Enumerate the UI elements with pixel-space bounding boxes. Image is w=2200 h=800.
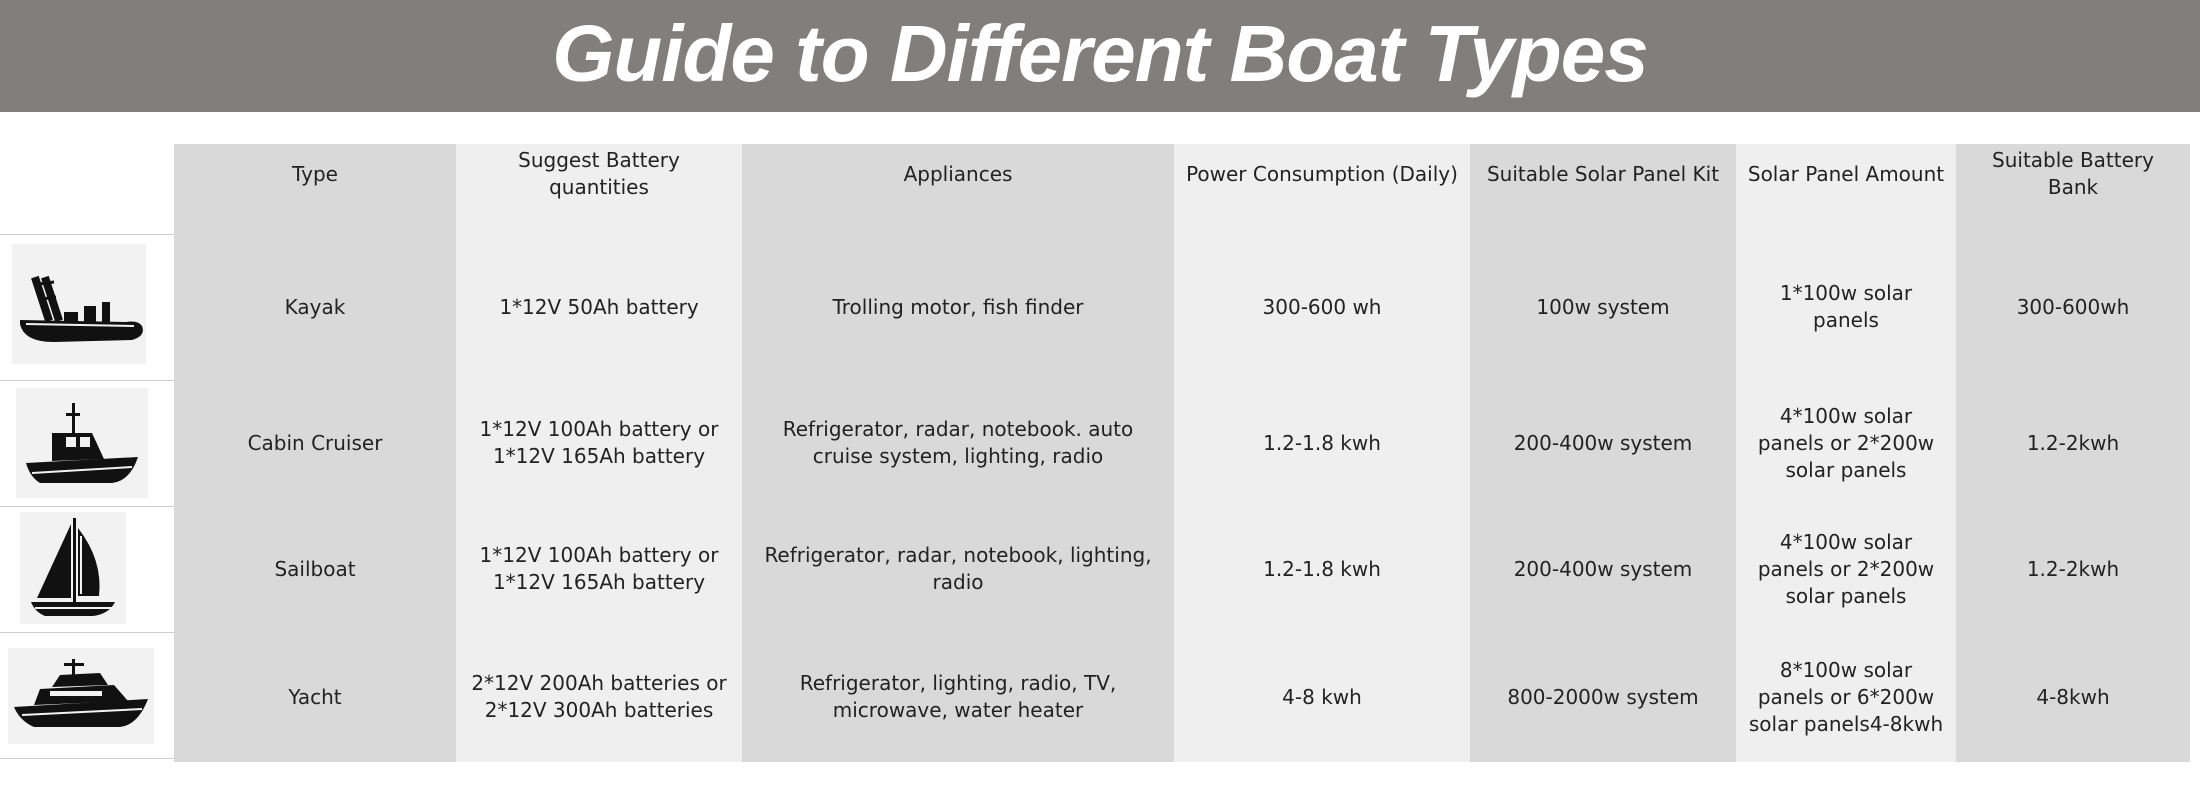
row-divider xyxy=(0,380,174,381)
cell-power: 300-600 wh xyxy=(1262,294,1382,319)
cell-panel-amount: 1*100w solar panels xyxy=(1779,281,1913,332)
cell-battery-bank: 1.2-2kwh xyxy=(2026,430,2120,455)
cell-panel-amount: 4*100w solar panels or 2*200w solar panels xyxy=(1757,403,1935,482)
cell-appliances: Refrigerator, lighting, radio, TV, microwave, water heater xyxy=(799,671,1117,722)
yacht-icon xyxy=(8,648,154,744)
cell-panel-amount: 8*100w solar panels or 6*200w solar panels4-8kwh xyxy=(1748,657,1944,736)
cell-kit: 800-2000w system xyxy=(1507,684,1699,709)
cell-battery: 1*12V 100Ah battery or 1*12V 165Ah battery xyxy=(479,543,719,594)
row-divider xyxy=(0,632,174,633)
page-title: Guide to Different Boat Types xyxy=(552,9,1648,98)
cell-battery: 1*12V 50Ah battery xyxy=(499,294,699,319)
row-divider xyxy=(0,758,174,759)
cell-kit: 200-400w system xyxy=(1513,430,1693,455)
header-panel-amount: Solar Panel Amount xyxy=(1747,161,1945,186)
row-divider xyxy=(0,506,174,507)
cabin-cruiser-icon xyxy=(16,388,148,498)
cell-type: Sailboat xyxy=(274,556,356,581)
cell-type: Yacht xyxy=(288,684,342,709)
sailboat-icon xyxy=(20,512,126,624)
cell-kit: 200-400w system xyxy=(1513,556,1693,581)
cell-appliances: Trolling motor, fish finder xyxy=(832,294,1084,319)
cell-type: Kayak xyxy=(284,294,346,319)
header-battery-bank: Suitable Battery Bank xyxy=(1992,148,2154,199)
cell-battery: 1*12V 100Ah battery or 1*12V 165Ah battery xyxy=(479,417,719,468)
kayak-icon xyxy=(12,244,146,364)
cell-power: 1.2-1.8 kwh xyxy=(1263,430,1381,455)
cell-appliances: Refrigerator, radar, notebook. auto cruise system, lighting, radio xyxy=(782,417,1134,468)
cell-battery: 2*12V 200Ah batteries or 2*12V 300Ah batteries xyxy=(471,671,727,722)
cell-appliances: Refrigerator, radar, notebook, lighting, radio xyxy=(764,543,1152,594)
cell-kit: 100w system xyxy=(1536,294,1670,319)
header-battery: Suggest Battery quantities xyxy=(518,148,680,199)
cell-power: 1.2-1.8 kwh xyxy=(1263,556,1381,581)
header-appliances: Appliances xyxy=(903,161,1013,186)
header-kit: Suitable Solar Panel Kit xyxy=(1486,161,1720,186)
cell-battery-bank: 1.2-2kwh xyxy=(2026,556,2120,581)
cell-type: Cabin Cruiser xyxy=(247,430,383,455)
header-type: Type xyxy=(292,161,338,186)
header-power: Power Consumption (Daily) xyxy=(1186,161,1458,186)
cell-battery-bank: 300-600wh xyxy=(2016,294,2130,319)
cell-power: 4-8 kwh xyxy=(1282,684,1362,709)
cell-battery-bank: 4-8kwh xyxy=(2036,684,2110,709)
title-banner xyxy=(0,0,2200,112)
row-divider xyxy=(0,234,174,235)
cell-panel-amount: 4*100w solar panels or 2*200w solar panels xyxy=(1757,529,1935,608)
boat-table xyxy=(0,144,2190,762)
